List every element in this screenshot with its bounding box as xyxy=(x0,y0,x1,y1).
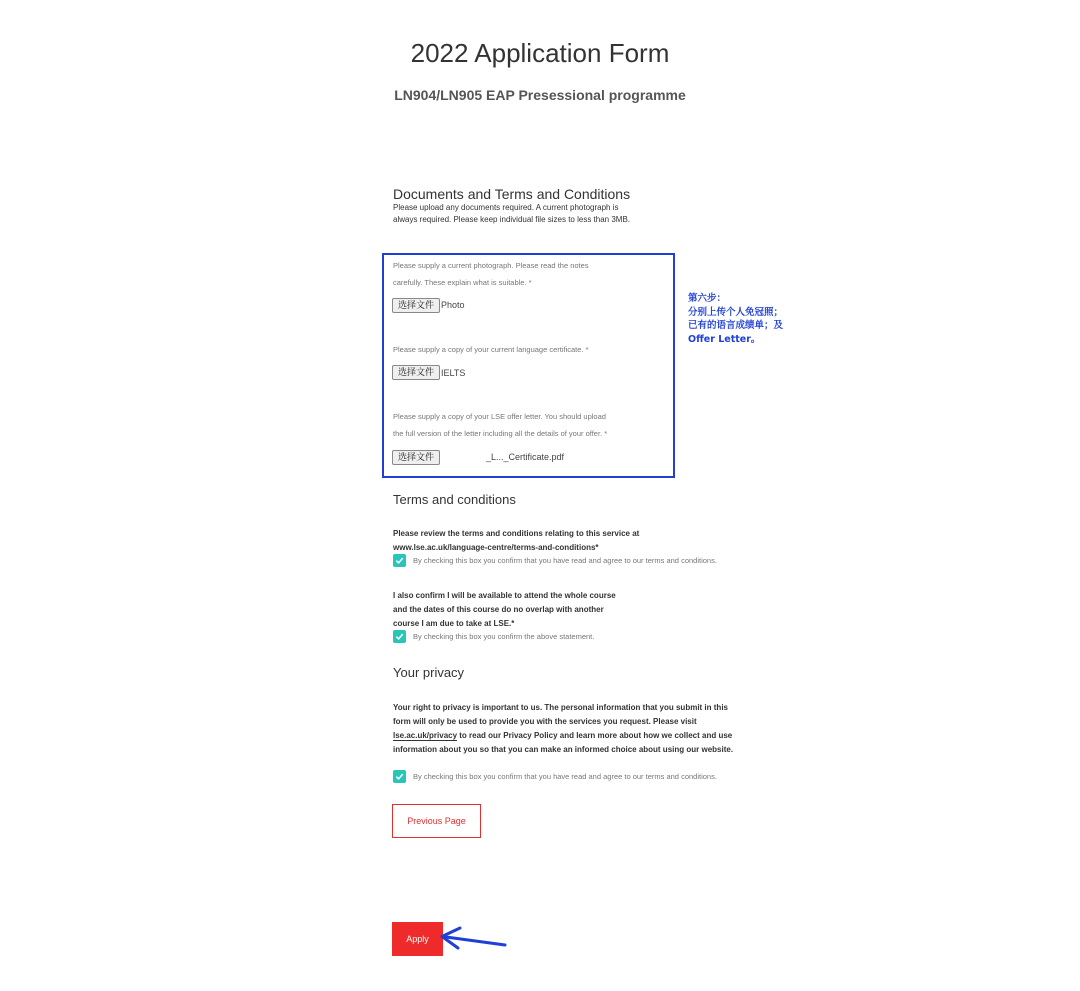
privacy-text-after: to read our Privacy Policy and learn more about how we collect and use information about you so that you can make an informed choice about using our website. xyxy=(393,731,734,754)
privacy-agree-label: By checking this box you confirm that you have read and agree to our terms and conditions. xyxy=(413,772,717,781)
arrow-pointer-icon xyxy=(438,924,510,954)
annotation-line1: 第六步： xyxy=(688,293,727,304)
offer-letter-upload-note-line1: Please supply a copy of your LSE offer letter. You should upload xyxy=(393,412,606,421)
page-subtitle: LN904/LN905 EAP Presessional programme xyxy=(394,87,686,103)
privacy-text-before: Your right to privacy is important to us. The personal information that you submit in this form will only be used to provide you with the services you request. Please visit xyxy=(393,703,728,726)
confirm-line2: and the dates of this course do no overlap with another xyxy=(393,605,604,614)
photo-choose-file-button[interactable]: 选择文件 xyxy=(392,298,440,313)
privacy-agree-checkbox[interactable] xyxy=(393,770,406,783)
terms-heading: Terms and conditions xyxy=(393,492,516,507)
page-title: 2022 Application Form xyxy=(410,38,670,68)
terms-review-line1: Please review the terms and conditions relating to this service at xyxy=(393,529,640,538)
check-icon xyxy=(395,632,404,641)
terms-agree-label: By checking this box you confirm that you have read and agree to our terms and conditions. xyxy=(413,556,717,565)
confirm-label: By checking this box you confirm the above statement. xyxy=(413,632,595,641)
previous-page-button[interactable]: Previous Page xyxy=(392,804,481,838)
terms-agree-row xyxy=(393,554,717,567)
photo-upload-note-line1: Please supply a current photograph. Please read the notes xyxy=(393,261,589,270)
annotation-line3: 已有的语言成绩单；及 xyxy=(688,320,784,331)
annotation-line2: 分别上传个人免冠照； xyxy=(688,306,784,318)
check-icon xyxy=(395,556,404,565)
confirm-row xyxy=(393,630,594,643)
offer-letter-choose-file-button[interactable]: 选择文件 xyxy=(392,450,440,465)
step-annotation xyxy=(688,292,783,346)
language-cert-file-name: IELTS xyxy=(441,368,466,378)
confirm-checkbox[interactable] xyxy=(393,630,406,643)
photo-upload-note-line2: carefully. These explain what is suitable. * xyxy=(393,278,532,287)
privacy-link[interactable]: lse.ac.uk/privacy xyxy=(393,731,458,740)
documents-description: Please upload any documents required. A current photograph is always required. Please keep individual file sizes to less than 3MB. xyxy=(393,203,631,224)
terms-agree-checkbox[interactable] xyxy=(393,554,406,567)
annotation-line4: Offer Letter。 xyxy=(688,333,761,345)
documents-heading: Documents and Terms and Conditions xyxy=(393,186,631,202)
privacy-text xyxy=(393,701,743,757)
apply-button[interactable]: Apply xyxy=(392,922,443,956)
language-cert-upload-note: Please supply a copy of your current language certificate. * xyxy=(393,345,589,354)
language-cert-choose-file-button[interactable]: 选择文件 xyxy=(392,365,440,380)
privacy-heading: Your privacy xyxy=(393,665,465,680)
offer-letter-file-name: _L..._Certificate.pdf xyxy=(486,452,565,462)
check-icon xyxy=(395,772,404,781)
offer-letter-upload-note-line2: the full version of the letter including all the details of your offer. * xyxy=(393,429,608,438)
confirm-line1: I also confirm I will be available to attend the whole course xyxy=(393,591,616,600)
privacy-agree-row xyxy=(393,770,717,783)
terms-review-link[interactable]: www.lse.ac.uk/language-centre/terms-and-conditions* xyxy=(393,543,599,552)
photo-file-name: Photo xyxy=(441,300,465,310)
confirm-line3: course I am due to take at LSE.* xyxy=(393,619,515,628)
